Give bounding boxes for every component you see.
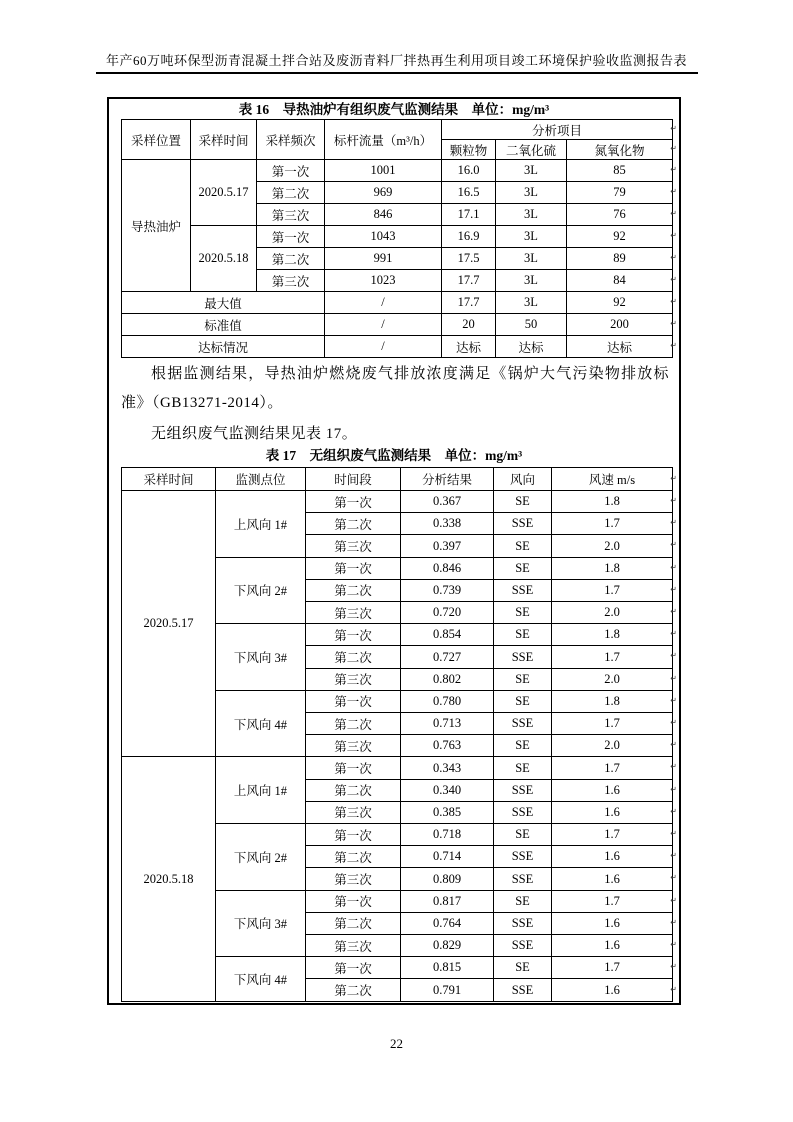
t17-value-cell: 第二次 (306, 713, 401, 735)
t17-value-cell: SE (494, 690, 552, 712)
t17-value-cell: 0.718 (401, 824, 494, 846)
t17-value-cell: 0.367 (401, 491, 494, 513)
t17-value-cell: 2.0 (552, 735, 673, 757)
end-of-row-mark-icon: ↵ (670, 297, 677, 306)
t17-value-cell: 1.8 (552, 690, 673, 712)
t17-value-cell: 1.7 (552, 646, 673, 668)
t17-value-cell: 0.829 (401, 935, 494, 957)
end-of-row-mark-icon: ↵ (670, 209, 677, 218)
t17-value-cell: 第二次 (306, 779, 401, 801)
t17-value-cell: 0.720 (401, 602, 494, 624)
t16-header-freq: 采样频次 (257, 120, 325, 160)
t17-value-cell: SSE (494, 935, 552, 957)
t16-summary-label: 标准值 (122, 314, 325, 336)
t17-value-cell: SE (494, 757, 552, 779)
t17-value-cell: 0.714 (401, 846, 494, 868)
t17-value-cell: SE (494, 735, 552, 757)
t17-header-col-3: 分析结果 (401, 468, 494, 491)
t17-value-cell: 0.802 (401, 668, 494, 690)
t16-value-cell: 16.5 (442, 182, 496, 204)
t16-value-cell: 3L (496, 248, 567, 270)
report-content-box (107, 97, 681, 1005)
t17-value-cell: 第一次 (306, 957, 401, 979)
t17-date-cell: 2020.5.17 (122, 491, 216, 757)
t16-summary-flow: / (325, 314, 442, 336)
end-of-row-mark-icon: ↵ (670, 940, 677, 949)
conclusion-paragraph: 根据监测结果，导热油炉燃烧废气排放浓度满足《锅炉大气污染物排放标准》（GB13271-2014）。 (121, 366, 669, 411)
t17-value-cell: 0.739 (401, 579, 494, 601)
t17-point-cell: 下风向 2# (216, 824, 306, 891)
t17-value-cell: 第三次 (306, 935, 401, 957)
t16-value-cell: 846 (325, 204, 442, 226)
t17-value-cell: 1.7 (552, 757, 673, 779)
t16-date-cell: 2020.5.18 (191, 226, 257, 292)
header-underline (96, 72, 698, 74)
table16-summary-row (122, 292, 673, 314)
end-of-row-mark-icon: ↵ (670, 231, 677, 240)
t17-value-cell: 0.791 (401, 979, 494, 1002)
end-of-row-mark-icon: ↵ (670, 873, 677, 882)
t16-summary-flow: / (325, 292, 442, 314)
t16-value-cell: 3L (496, 226, 567, 248)
end-of-row-mark-icon: ↵ (670, 785, 677, 794)
t16-summary-value: 200 (567, 314, 673, 336)
t17-value-cell: 0.397 (401, 535, 494, 557)
end-of-row-mark-icon: ↵ (670, 829, 677, 838)
t17-value-cell: SSE (494, 646, 552, 668)
end-of-row-mark-icon: ↵ (670, 165, 677, 174)
t17-value-cell: 第一次 (306, 491, 401, 513)
t17-header-col-4: 风向 (494, 468, 552, 491)
t16-location-cell: 导热油炉 (122, 160, 191, 292)
t17-value-cell: 0.815 (401, 957, 494, 979)
t17-value-cell: 0.763 (401, 735, 494, 757)
table17-reference-paragraph: 无组织废气监测结果见表 17。 (151, 426, 358, 442)
t16-value-cell: 17.5 (442, 248, 496, 270)
t17-value-cell: 第二次 (306, 513, 401, 535)
table16-title: 表 16 导热油炉有组织废气监测结果 单位：mg/m³ (238, 102, 550, 117)
t16-value-cell: 76 (567, 204, 673, 226)
t17-value-cell: 1.8 (552, 491, 673, 513)
t17-value-cell: 0.764 (401, 912, 494, 934)
end-of-row-mark-icon: ↵ (670, 962, 677, 971)
t16-value-cell: 89 (567, 248, 673, 270)
t17-value-cell: 1.6 (552, 801, 673, 823)
t17-value-cell: 第一次 (306, 624, 401, 646)
t16-header-particulate: 颗粒物 (442, 140, 496, 160)
end-of-row-mark-icon: ↵ (670, 651, 677, 660)
t17-value-cell: 1.8 (552, 624, 673, 646)
t17-value-cell: 第一次 (306, 690, 401, 712)
end-of-row-mark-icon: ↵ (670, 540, 677, 549)
t17-value-cell: SSE (494, 579, 552, 601)
t17-value-cell: 0.385 (401, 801, 494, 823)
t16-summary-value: 92 (567, 292, 673, 314)
end-of-row-mark-icon: ↵ (670, 607, 677, 616)
t16-date-cell: 2020.5.17 (191, 160, 257, 226)
end-of-row-mark-icon: ↵ (670, 674, 677, 683)
t16-value-cell: 3L (496, 270, 567, 292)
t16-summary-label: 最大值 (122, 292, 325, 314)
t16-value-cell: 92 (567, 226, 673, 248)
table16-header-row-1 (122, 120, 673, 140)
table17-data-row (122, 757, 673, 779)
t17-value-cell: 第一次 (306, 824, 401, 846)
t17-value-cell: SSE (494, 846, 552, 868)
t16-header-analysis-group: 分析项目 (442, 120, 673, 140)
t17-value-cell: 0.854 (401, 624, 494, 646)
table17-header-row (122, 468, 673, 491)
t16-value-cell: 1001 (325, 160, 442, 182)
end-of-row-mark-icon: ↵ (670, 896, 677, 905)
t17-value-cell: 第二次 (306, 979, 401, 1002)
t17-value-cell: SSE (494, 779, 552, 801)
t17-value-cell: 1.6 (552, 912, 673, 934)
t16-value-cell: 84 (567, 270, 673, 292)
t16-value-cell: 85 (567, 160, 673, 182)
t17-value-cell: SSE (494, 868, 552, 890)
t17-header-col-1: 监测点位 (216, 468, 306, 491)
t17-value-cell: 第一次 (306, 890, 401, 912)
t17-value-cell: 第三次 (306, 868, 401, 890)
t16-value-cell: 17.7 (442, 270, 496, 292)
table17-title: 表 17 无组织废气监测结果 单位：mg/m³ (265, 448, 523, 463)
t16-value-cell: 1043 (325, 226, 442, 248)
t16-value-cell: 第二次 (257, 248, 325, 270)
end-of-row-mark-icon: ↵ (670, 144, 677, 153)
t17-value-cell: SE (494, 890, 552, 912)
t16-value-cell: 第一次 (257, 226, 325, 248)
t17-value-cell: 第三次 (306, 602, 401, 624)
t17-value-cell: 0.340 (401, 779, 494, 801)
t17-value-cell: 2.0 (552, 668, 673, 690)
t16-header-nox: 氮氧化物 (567, 140, 673, 160)
t16-value-cell: 79 (567, 182, 673, 204)
t16-value-cell: 第三次 (257, 204, 325, 226)
t17-value-cell: SE (494, 824, 552, 846)
page-number: 22 (390, 1036, 403, 1051)
end-of-row-mark-icon: ↵ (670, 740, 677, 749)
t17-header-col-0: 采样时间 (122, 468, 216, 491)
t17-value-cell: SE (494, 668, 552, 690)
t17-value-cell: 1.8 (552, 557, 673, 579)
t16-value-cell: 969 (325, 182, 442, 204)
t17-value-cell: 第三次 (306, 801, 401, 823)
end-of-row-mark-icon: ↵ (670, 918, 677, 927)
t16-value-cell: 17.1 (442, 204, 496, 226)
t16-summary-value: 20 (442, 314, 496, 336)
t16-header-flow: 标杆流量（m³/h） (325, 120, 442, 160)
table17 (121, 467, 673, 1002)
t16-summary-value: 3L (496, 292, 567, 314)
t17-value-cell: SSE (494, 513, 552, 535)
end-of-row-mark-icon: ↵ (670, 518, 677, 527)
t16-value-cell: 第二次 (257, 182, 325, 204)
t17-value-cell: 1.6 (552, 846, 673, 868)
end-of-row-mark-icon: ↵ (670, 762, 677, 771)
t17-value-cell: 第三次 (306, 535, 401, 557)
table16-summary-row (122, 314, 673, 336)
t16-value-cell: 3L (496, 204, 567, 226)
t17-value-cell: SE (494, 624, 552, 646)
t16-value-cell: 第一次 (257, 160, 325, 182)
t16-value-cell: 16.0 (442, 160, 496, 182)
end-of-row-mark-icon: ↵ (670, 984, 677, 994)
end-of-row-mark-icon: ↵ (670, 696, 677, 705)
t17-value-cell: 第一次 (306, 557, 401, 579)
t17-value-cell: SE (494, 957, 552, 979)
t16-summary-value: 17.7 (442, 292, 496, 314)
t17-value-cell: 0.343 (401, 757, 494, 779)
t17-value-cell: 1.6 (552, 935, 673, 957)
t17-header-col-5: 风速 m/s (552, 468, 673, 491)
t17-point-cell: 上风向 1# (216, 491, 306, 558)
t17-value-cell: 第二次 (306, 579, 401, 601)
t16-value-cell: 1023 (325, 270, 442, 292)
t17-value-cell: 2.0 (552, 535, 673, 557)
end-of-row-mark-icon: ↵ (670, 585, 677, 594)
end-of-row-mark-icon: ↵ (670, 187, 677, 196)
t17-value-cell: 0.727 (401, 646, 494, 668)
end-of-row-mark-icon: ↵ (670, 807, 677, 816)
t17-value-cell: SSE (494, 979, 552, 1002)
t17-value-cell: 1.7 (552, 957, 673, 979)
t17-value-cell: 0.817 (401, 890, 494, 912)
table16-data-row (122, 160, 673, 182)
page-header-title: 年产60万吨环保型沥青混凝土拌合站及废沥青料厂拌热再生利用项目竣工环境保护验收监测报告表 (105, 53, 687, 68)
table16-data-row (122, 226, 673, 248)
t17-value-cell: 0.809 (401, 868, 494, 890)
t17-header-col-2: 时间段 (306, 468, 401, 491)
t16-value-cell: 16.9 (442, 226, 496, 248)
t17-value-cell: 第三次 (306, 735, 401, 757)
t16-summary-label: 达标情况 (122, 336, 325, 358)
t17-value-cell: 1.7 (552, 890, 673, 912)
t16-summary-value: 达标 (567, 336, 673, 358)
t16-value-cell: 3L (496, 182, 567, 204)
end-of-row-mark-icon: ↵ (670, 629, 677, 638)
t17-value-cell: 0.338 (401, 513, 494, 535)
table16-summary-row (122, 336, 673, 358)
t17-value-cell: 第一次 (306, 757, 401, 779)
t16-summary-value: 达标 (442, 336, 496, 358)
t17-value-cell: 0.780 (401, 690, 494, 712)
t16-summary-flow: / (325, 336, 442, 358)
t17-value-cell: 2.0 (552, 602, 673, 624)
t16-header-time: 采样时间 (191, 120, 257, 160)
t17-value-cell: 1.6 (552, 979, 673, 1002)
t17-value-cell: 1.7 (552, 579, 673, 601)
t17-value-cell: SSE (494, 801, 552, 823)
table17-body (122, 468, 673, 1002)
t16-value-cell: 3L (496, 160, 567, 182)
t17-value-cell: 0.846 (401, 557, 494, 579)
t16-header-location: 采样位置 (122, 120, 191, 160)
end-of-row-mark-icon: ↵ (670, 341, 677, 350)
t17-point-cell: 下风向 3# (216, 624, 306, 691)
t17-point-cell: 下风向 4# (216, 690, 306, 757)
t17-value-cell: 第二次 (306, 846, 401, 868)
end-of-row-mark-icon: ↵ (670, 319, 677, 328)
t17-point-cell: 下风向 4# (216, 957, 306, 1002)
end-of-row-mark-icon: ↵ (670, 851, 677, 860)
t17-value-cell: SSE (494, 713, 552, 735)
table17-data-row (122, 491, 673, 513)
t17-value-cell: 1.7 (552, 713, 673, 735)
t17-value-cell: 1.7 (552, 824, 673, 846)
t17-value-cell: SE (494, 535, 552, 557)
end-of-row-mark-icon: ↵ (670, 496, 677, 505)
end-of-row-mark-icon: ↵ (670, 253, 677, 262)
t16-summary-value: 50 (496, 314, 567, 336)
t17-value-cell: SE (494, 557, 552, 579)
t16-header-so2: 二氧化硫 (496, 140, 567, 160)
table16 (121, 119, 673, 358)
table16-body (122, 120, 673, 358)
t17-value-cell: 第二次 (306, 912, 401, 934)
t17-value-cell: SSE (494, 912, 552, 934)
t17-value-cell: SE (494, 491, 552, 513)
t16-value-cell: 991 (325, 248, 442, 270)
t17-point-cell: 下风向 2# (216, 557, 306, 624)
t17-value-cell: 1.6 (552, 868, 673, 890)
end-of-row-mark-icon: ↵ (670, 473, 677, 483)
t16-summary-value: 达标 (496, 336, 567, 358)
t17-value-cell: 1.6 (552, 779, 673, 801)
t17-value-cell: 1.7 (552, 513, 673, 535)
t17-value-cell: 0.713 (401, 713, 494, 735)
t17-value-cell: SE (494, 602, 552, 624)
t17-point-cell: 下风向 3# (216, 890, 306, 957)
t17-date-cell: 2020.5.18 (122, 757, 216, 1002)
t16-value-cell: 第三次 (257, 270, 325, 292)
t17-point-cell: 上风向 1# (216, 757, 306, 824)
end-of-row-mark-icon: ↵ (670, 275, 677, 284)
end-of-row-mark-icon: ↵ (670, 718, 677, 727)
end-of-row-mark-icon: ↵ (670, 563, 677, 572)
t17-value-cell: 第二次 (306, 646, 401, 668)
t17-value-cell: 第三次 (306, 668, 401, 690)
end-of-row-mark-icon: ↵ (670, 124, 677, 133)
